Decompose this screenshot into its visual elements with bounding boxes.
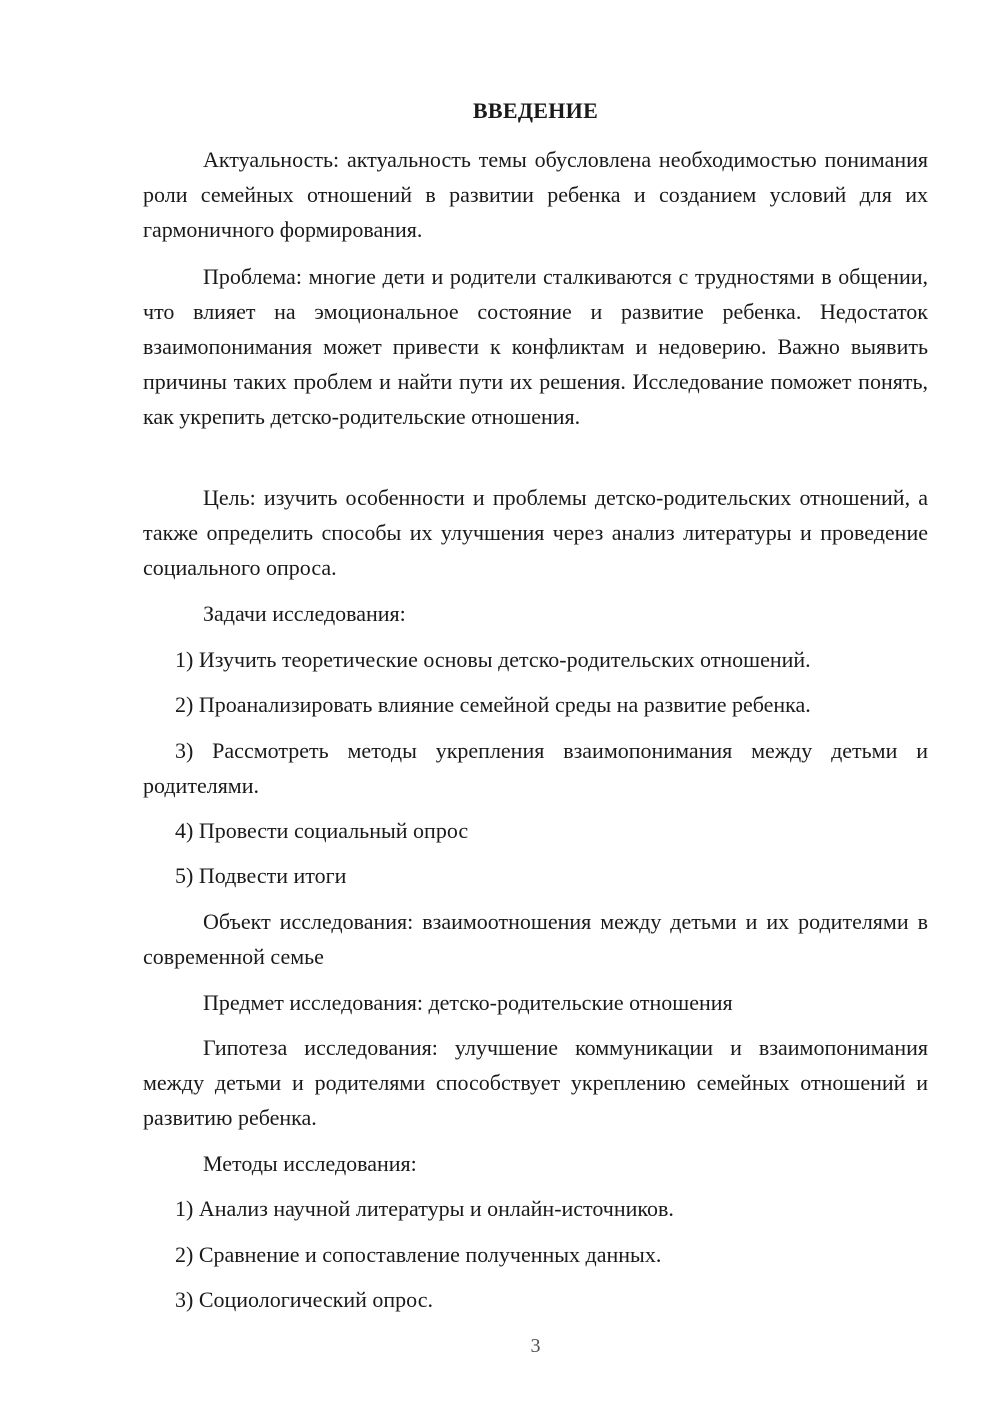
problem-paragraph: Проблема: многие дети и родители сталкиваются с трудностями в общении, что влияет на эмоциональное состояние и развитие ребенка. Недостаток взаимопонимания может привести к конфликтам и недоверию. Важно выявить причины таких проблем и найти пути их решения. Исследование поможет понять, как укрепить детско-родительские отношения. (143, 264, 928, 429)
task-item: 3) Рассмотреть методы укрепления взаимопонимания между детьми и родителями. (143, 738, 928, 798)
object-paragraph: Объект исследования: взаимоотношения между детьми и их родителями в современной семье (143, 909, 928, 969)
method-item: 1) Анализ научной литературы и онлайн-источников. (175, 1196, 674, 1221)
method-item: 3) Социологический опрос. (175, 1287, 433, 1312)
task-item: 2) Проанализировать влияние семейной среды на развитие ребенка. (175, 692, 811, 717)
methods-heading: Методы исследования: (203, 1151, 417, 1176)
subject-paragraph: Предмет исследования: детско-родительские отношения (203, 990, 733, 1015)
relevance-paragraph: Актуальность: актуальность темы обусловлена необходимостью понимания роли семейных отношений в развитии ребенка и созданием условий для их гармоничного формирования. (143, 147, 928, 242)
task-item: 1) Изучить теоретические основы детско-родительских отношений. (175, 647, 811, 672)
method-item: 2) Сравнение и сопоставление полученных данных. (175, 1242, 662, 1267)
tasks-heading: Задачи исследования: (203, 601, 406, 626)
page-title: ВВЕДЕНИЕ (472, 98, 599, 123)
page-number: 3 (530, 1335, 541, 1357)
task-item: 4) Провести социальный опрос (175, 818, 469, 843)
task-item: 5) Подвести итоги (175, 863, 347, 888)
hypothesis-paragraph: Гипотеза исследования: улучшение коммуникации и взаимопонимания между детьми и родителями способствует укреплению семейных отношений и развитию ребенка. (143, 1035, 928, 1130)
goal-paragraph: Цель: изучить особенности и проблемы детско-родительских отношений, а также определить способы их улучшения через анализ литературы и проведение социального опроса. (143, 485, 928, 580)
